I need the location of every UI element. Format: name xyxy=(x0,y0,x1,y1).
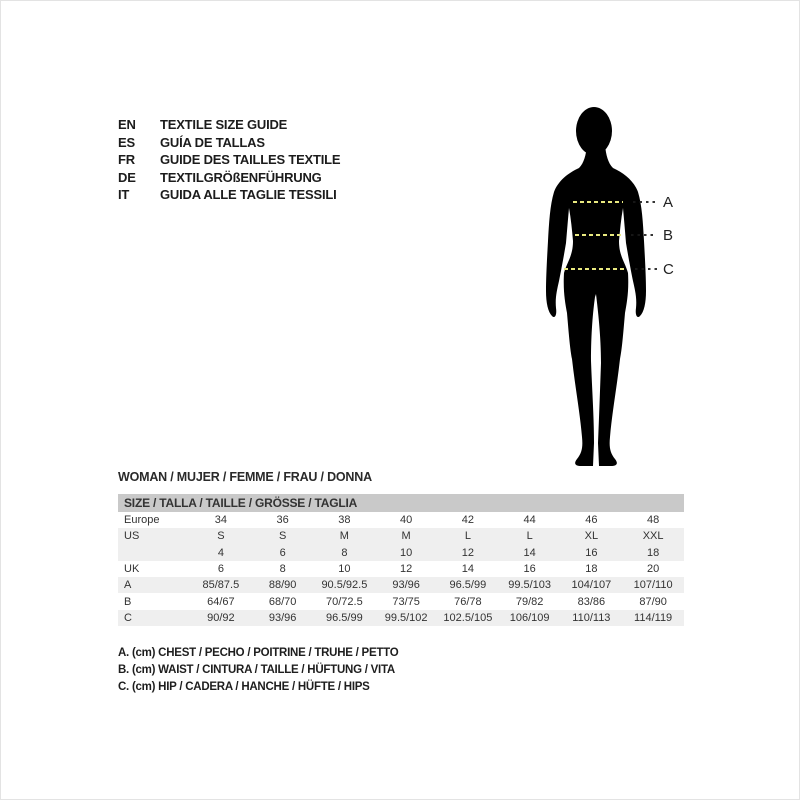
size-table-cell: 12 xyxy=(400,563,413,576)
size-table-cell: 73/75 xyxy=(392,595,420,608)
language-row xyxy=(118,169,340,187)
size-table-cell: 99.5/102 xyxy=(384,611,428,624)
size-table-row xyxy=(118,593,684,609)
size-table-cell: 110/113 xyxy=(572,611,611,624)
size-table-cell: 4 xyxy=(217,546,224,559)
size-table-cell: 107/110 xyxy=(633,579,673,592)
size-table-cell: 8 xyxy=(279,563,286,576)
size-table-cell: 87/90 xyxy=(639,595,667,608)
language-row xyxy=(118,186,340,204)
size-table-cell: 93/96 xyxy=(268,611,297,624)
measurement-figure xyxy=(521,101,691,476)
size-table-row-label: US xyxy=(124,530,140,543)
language-title-list xyxy=(118,116,340,204)
size-table-cell: 76/78 xyxy=(454,595,482,608)
size-table-cell: 99.5/103 xyxy=(508,579,552,592)
language-row xyxy=(118,151,340,169)
size-table-row-label: UK xyxy=(124,563,140,576)
size-table-cell: L xyxy=(526,530,533,543)
size-table-cell: 20 xyxy=(647,563,660,576)
size-table-row xyxy=(118,512,684,528)
size-table-cell: 6 xyxy=(279,546,286,559)
size-table-row-label: Europe xyxy=(124,514,160,527)
size-table-row xyxy=(118,577,684,593)
woman-group-title: WOMAN / MUJER / FEMME / FRAU / DONNA xyxy=(118,470,372,484)
size-table-row xyxy=(118,528,684,544)
size-table-cell: 8 xyxy=(341,546,348,559)
size-table-body xyxy=(118,512,684,626)
size-table-cell: 64/67 xyxy=(207,595,235,608)
size-table-cell: XL xyxy=(584,530,599,543)
size-table-cell: S xyxy=(217,530,225,543)
language-title: GUIDE DES TAILLES TEXTILE xyxy=(160,152,341,168)
size-table-cell: 34 xyxy=(214,514,227,527)
size-table-cell: 114/119 xyxy=(634,611,673,624)
size-table-cell: M xyxy=(401,530,411,543)
language-title: GUÍA DE TALLAS xyxy=(160,134,265,150)
size-table-cell: 88/90 xyxy=(268,579,297,592)
language-row xyxy=(118,134,340,152)
language-title: GUIDA ALLE TAGLIE TESSILI xyxy=(160,187,337,203)
language-code: EN xyxy=(118,117,136,132)
measurement-note: C. (cm) HIP / CADERA / HANCHE / HÜFTE / HIPS xyxy=(118,680,370,693)
language-row xyxy=(118,116,340,134)
size-table-cell: 68/70 xyxy=(268,595,297,608)
size-table-cell: 96.5/99 xyxy=(326,611,363,624)
size-table-cell: 10 xyxy=(338,563,351,576)
language-code: DE xyxy=(118,169,136,185)
size-table-row xyxy=(118,561,684,577)
chest-measure-label: A xyxy=(663,194,674,211)
size-table-cell: M xyxy=(339,530,349,543)
size-table-row-label: C xyxy=(124,611,132,624)
size-table-cell: 85/87.5 xyxy=(202,579,240,592)
size-table-cell: 36 xyxy=(276,514,289,527)
size-table-cell: 104/107 xyxy=(571,579,612,592)
size-table-cell: 83/86 xyxy=(577,595,606,608)
size-table-cell: 90.5/92.5 xyxy=(321,579,368,592)
size-table-cell: 96.5/99 xyxy=(449,579,487,592)
waist-measure-label: B xyxy=(663,227,674,244)
size-table-row xyxy=(118,610,684,626)
measurement-notes xyxy=(118,645,398,695)
size-table-cell: 102.5/105 xyxy=(443,611,493,624)
size-table-cell: 40 xyxy=(400,514,413,527)
size-table-cell: 79/82 xyxy=(515,595,544,608)
size-table-cell: 42 xyxy=(461,514,474,527)
measurement-note: B. (cm) WAIST / CINTURA / TAILLE / HÜFTUNG / VITA xyxy=(118,663,395,676)
size-table-cell: 6 xyxy=(217,563,224,576)
size-table-cell: 106/109 xyxy=(509,611,550,624)
size-table-header: SIZE / TALLA / TAILLE / GRÖSSE / TAGLIA xyxy=(118,494,684,512)
size-table-cell: 14 xyxy=(461,563,474,576)
size-table-cell: 48 xyxy=(647,514,660,527)
size-table-cell: 38 xyxy=(338,514,351,527)
size-table-cell: 10 xyxy=(400,546,413,559)
size-table-cell: 18 xyxy=(585,563,598,576)
language-title: TEXTILGRÖßENFÜHRUNG xyxy=(160,169,322,185)
size-table-row-label: B xyxy=(124,595,132,608)
size-table-cell: L xyxy=(464,530,471,543)
language-code: IT xyxy=(118,187,130,203)
size-table-row-label: A xyxy=(124,579,132,592)
size-table xyxy=(118,494,684,626)
hip-measure-label: C xyxy=(663,261,674,278)
size-table-cell: S xyxy=(278,530,287,543)
language-code: ES xyxy=(118,134,135,150)
size-table-cell: 18 xyxy=(647,546,660,559)
measurement-note: A. (cm) CHEST / PECHO / POITRINE / TRUHE / PETTO xyxy=(118,647,399,659)
size-table-cell: XXL xyxy=(642,530,664,543)
size-table-cell: 90/92 xyxy=(207,611,235,624)
size-table-cell: 14 xyxy=(523,546,536,559)
language-code: FR xyxy=(118,152,135,168)
woman-silhouette xyxy=(546,145,646,466)
size-table-cell: 46 xyxy=(585,514,598,527)
size-table-cell: 44 xyxy=(523,514,536,527)
size-table-cell: 12 xyxy=(461,546,474,559)
size-table-cell: 93/96 xyxy=(392,579,420,592)
size-table-row xyxy=(118,545,684,561)
size-table-cell: 70/72.5 xyxy=(326,595,363,608)
language-title: TEXTILE SIZE GUIDE xyxy=(160,117,288,132)
size-table-cell: 16 xyxy=(523,563,536,576)
size-table-cell: 16 xyxy=(585,546,598,559)
